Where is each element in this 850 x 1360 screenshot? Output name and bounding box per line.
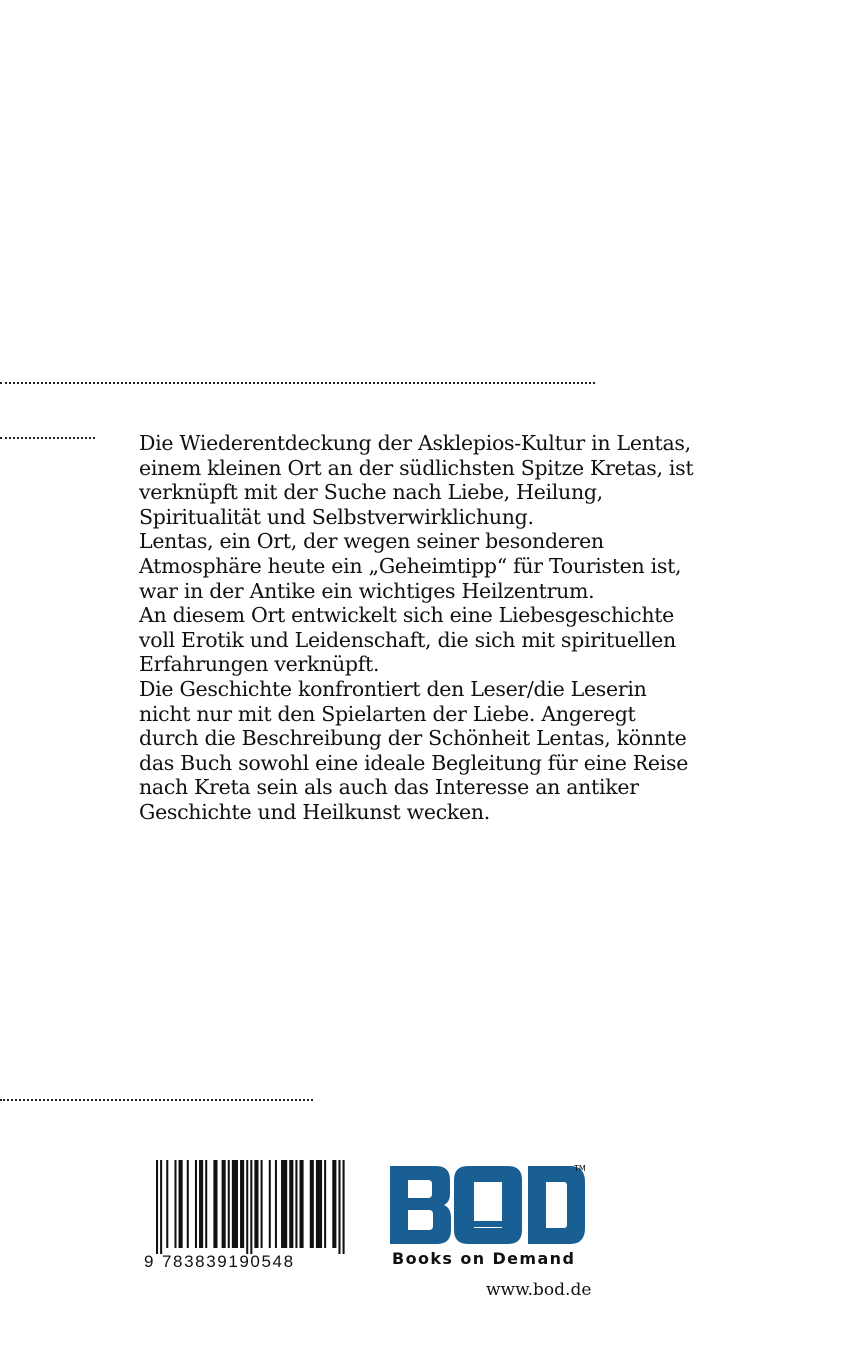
barcode-bar — [199, 1160, 203, 1248]
barcode-bar — [269, 1160, 271, 1248]
blurb-line: nach Kreta sein als auch das Interesse an antiker — [139, 775, 639, 800]
blurb-line: durch die Beschreibung der Schönheit Lentas, könnte — [139, 726, 687, 751]
barcode-bar — [275, 1160, 277, 1248]
barcode-bar — [240, 1160, 244, 1248]
barcode-bar — [338, 1160, 340, 1254]
dotted-rule-bottom — [0, 1099, 313, 1101]
blurb-line: An diesem Ort entwickelt sich eine Liebesgeschichte — [139, 603, 674, 628]
blurb-line: Die Wiederentdeckung der Asklepios-Kultur in Lentas, — [139, 431, 691, 455]
blurb-line: einem kleinen Ort an der südlichsten Spitze Kretas, ist — [139, 455, 694, 480]
blurb-line: war in der Antike ein wichtiges Heilzentrum. — [139, 578, 595, 603]
barcode-bar — [195, 1160, 197, 1248]
barcode-bar — [232, 1160, 238, 1248]
isbn-barcode — [140, 1160, 350, 1275]
back-cover-blurb — [139, 431, 739, 825]
barcode-bar — [222, 1160, 226, 1248]
barcode-bar — [228, 1160, 230, 1248]
barcode-bar — [261, 1160, 263, 1248]
blurb-line: Erfahrungen verknüpft. — [139, 652, 380, 677]
isbn-first-digit: 9 — [144, 1252, 154, 1271]
isbn-digits: 783839190548 — [162, 1252, 295, 1271]
barcode-bar — [250, 1160, 252, 1254]
blurb-line: Die Geschichte konfrontiert den Leser/die Leserin — [139, 676, 647, 701]
barcode-bar — [316, 1160, 322, 1248]
barcode-bar — [174, 1160, 176, 1248]
dotted-rule-short — [0, 437, 95, 439]
barcode-bar — [281, 1160, 287, 1248]
trademark-mark: TM — [574, 1164, 586, 1173]
publisher-url[interactable]: www.bod.de — [486, 1280, 592, 1300]
barcode-bar — [295, 1160, 297, 1248]
barcode-bar — [205, 1160, 207, 1248]
barcode-bar — [332, 1160, 336, 1248]
dotted-rule-top — [0, 382, 595, 384]
barcode-bar — [160, 1160, 162, 1254]
barcode-bar — [324, 1160, 326, 1248]
barcode-bar — [246, 1160, 248, 1254]
blurb-line: Lentas, ein Ort, der wegen seiner besonderen — [139, 529, 604, 554]
barcode-bar — [310, 1160, 314, 1248]
blurb-line: nicht nur mit den Spielarten der Liebe. Angeregt — [139, 701, 636, 726]
barcode-bar — [213, 1160, 217, 1248]
barcode-bar — [179, 1160, 183, 1248]
barcode-icon — [140, 1160, 350, 1254]
barcode-bar — [187, 1160, 189, 1248]
barcode-bar — [254, 1160, 258, 1248]
barcode-bar — [343, 1160, 345, 1254]
barcode-bar — [300, 1160, 304, 1248]
blurb-line: das Buch sowohl eine ideale Begleitung für eine Reise — [139, 750, 689, 775]
blurb-line: Spiritualität und Selbstverwirklichung. — [139, 504, 534, 529]
blurb-line: voll Erotik und Leidenschaft, die sich mit spirituellen — [139, 627, 676, 652]
blurb-line: verknüpft mit der Suche nach Liebe, Heilung, — [139, 480, 603, 505]
blurb-line: Atmosphäre heute ein „Geheimtipp“ für Touristen ist, — [139, 553, 682, 578]
publisher-tagline: Books on Demand — [392, 1249, 576, 1268]
barcode-bar — [156, 1160, 158, 1254]
blurb-line: Geschichte und Heilkunst wecken. — [139, 799, 490, 824]
barcode-bar — [166, 1160, 168, 1248]
barcode-bar — [289, 1160, 293, 1248]
